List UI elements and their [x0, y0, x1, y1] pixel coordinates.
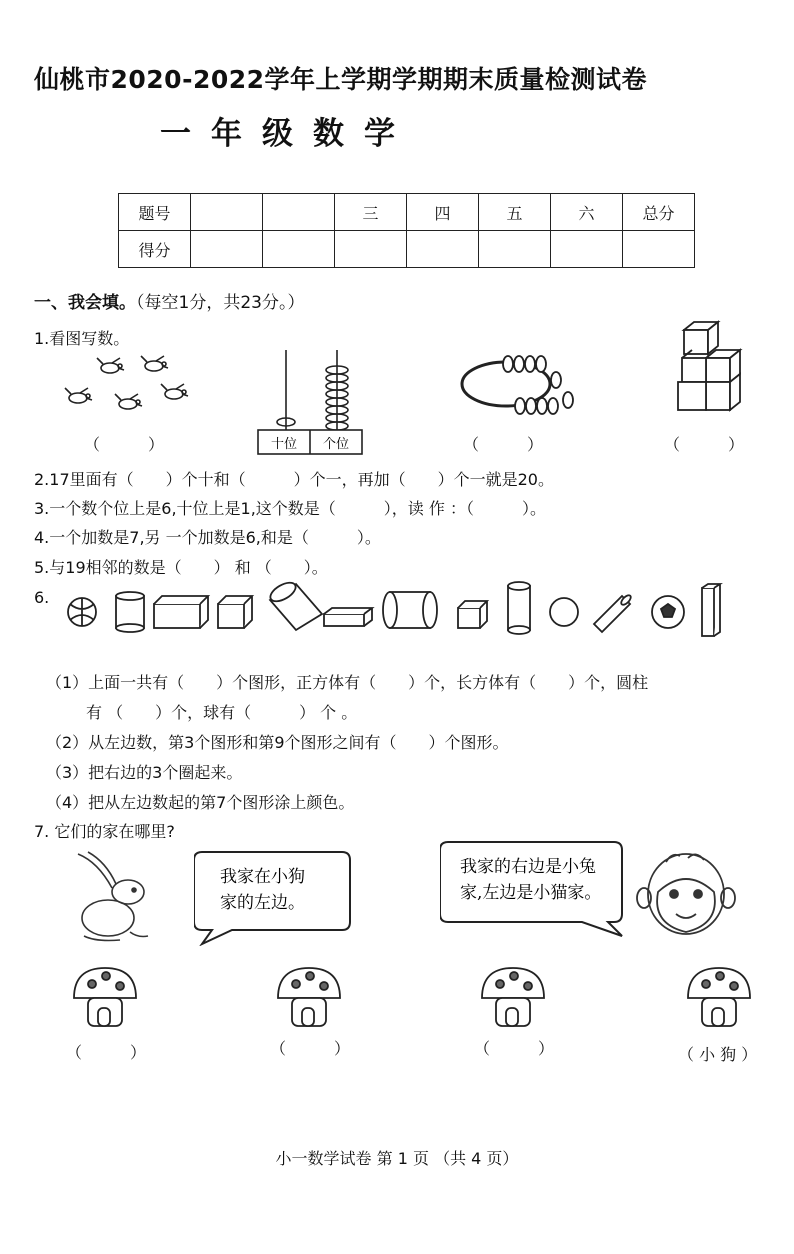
mushroom-house-icon: [478, 964, 548, 1030]
cylinder-icon: [267, 580, 322, 630]
mushroom-house-icon: [684, 964, 754, 1030]
score-cell: 得分: [119, 231, 191, 268]
q7-answer-3[interactable]: （ ）: [474, 1039, 555, 1058]
cylinder-icon: [508, 582, 530, 634]
q4-text: 4.一个加数是7,另 一个加数是6,和是（ ）。: [34, 528, 381, 547]
section1-title: 一、我会填。: [34, 293, 136, 313]
bird-icon: [115, 394, 142, 409]
page-footer: 小一数学试卷 第 1 页 （共 4 页）: [275, 1149, 519, 1168]
score-input-cell[interactable]: [263, 231, 335, 268]
score-cell: 题号: [119, 194, 191, 231]
q7-answer-4: （ 小 狗 ）: [678, 1045, 758, 1064]
exam-subtitle: 一年级数学: [160, 116, 415, 152]
cylinder-icon: [383, 592, 437, 628]
score-table-header-row: [119, 194, 695, 231]
q5-text: 5.与19相邻的数是（ ） 和 （ ）。: [34, 558, 328, 577]
score-input-cell[interactable]: [191, 231, 263, 268]
soccer-ball-icon: [652, 596, 684, 628]
abacus-tens-label: 十位: [270, 437, 298, 452]
monkey-picture: [636, 848, 736, 940]
score-cell: 总分: [623, 194, 695, 231]
score-table-score-row: [119, 231, 695, 268]
score-input-cell[interactable]: [335, 231, 407, 268]
q7-answer-2[interactable]: （ ）: [270, 1039, 351, 1058]
bubble1-line2: 家的左边。: [220, 893, 305, 913]
q6-sub2: （2）从左边数，第3个图形和第9个图形之间有（ ）个图形。: [46, 733, 509, 752]
q7-label: 7. 它们的家在哪里?: [34, 822, 175, 841]
q7-answer-1[interactable]: （ ）: [66, 1043, 147, 1062]
bubble1-line1: 我家在小狗: [220, 867, 305, 887]
cube-icon: [458, 601, 487, 628]
score-input-cell[interactable]: [479, 231, 551, 268]
speech-bubble-1: [194, 850, 352, 946]
ball-icon: [550, 598, 578, 626]
mushroom-house-icon: [70, 964, 140, 1030]
q3-text: 3.一个数个位上是6,十位上是1,这个数是（ ），读 作 ：（ ）。: [34, 499, 546, 518]
birds-picture: [60, 352, 200, 424]
q6-sub4: （4）把从左边数起的第7个图形涂上颜色。: [46, 793, 355, 812]
score-cell: 五: [479, 194, 551, 231]
q6-sub1-line2: 有 （ ）个，球有（ ） 个 。: [86, 703, 358, 722]
q2-text: 2.17里面有（ ）个十和（ ）个一，再加（ ）个一就是20。: [34, 470, 554, 489]
ball-icon: [68, 598, 96, 626]
score-table: [118, 193, 695, 268]
speech-bubble-2: [440, 840, 630, 940]
score-input-cell[interactable]: [407, 231, 479, 268]
q6-label: 6.: [34, 588, 50, 607]
abacus-ones-label: 个位: [322, 437, 350, 452]
score-cell: 三: [335, 194, 407, 231]
shapes-row: [64, 580, 732, 644]
cuboid-icon: [702, 584, 720, 636]
section1-note: （每空1分，共23分。）: [136, 293, 305, 313]
cylinder-icon: [116, 592, 144, 632]
cube-stack-picture: [672, 318, 756, 428]
rabbit-picture: [70, 850, 160, 946]
score-cell: 六: [551, 194, 623, 231]
score-cell: 四: [407, 194, 479, 231]
q6-sub1-line1: （1）上面一共有（ ）个图形，正方体有（ ）个，长方体有（ ）个，圆柱: [46, 673, 649, 692]
score-cell: [191, 194, 263, 231]
q1-blank-3[interactable]: （ ）: [664, 435, 745, 454]
bird-icon: [141, 356, 168, 371]
cylinder-icon: [594, 594, 632, 632]
cuboid-icon: [324, 608, 372, 626]
bubble2-line2: 家,左边是小猫家。: [460, 883, 602, 903]
q1-label: 1.看图写数。: [34, 329, 130, 348]
bird-icon: [97, 358, 124, 373]
q1-blank-2[interactable]: （ ）: [463, 435, 544, 454]
q6-sub3: （3）把右边的3个圈起来。: [46, 763, 243, 782]
score-input-cell[interactable]: [623, 231, 695, 268]
q1-blank-1[interactable]: （ ）: [84, 435, 165, 454]
score-cell: [263, 194, 335, 231]
bird-icon: [65, 388, 92, 403]
cuboid-icon: [154, 596, 208, 628]
bead-ring-picture: [458, 352, 578, 422]
exam-title: 仙桃市2020-2022学年上学期学期期末质量检测试卷: [34, 65, 648, 94]
bubble2-line1: 我家的右边是小兔: [460, 857, 596, 877]
mushroom-house-icon: [274, 964, 344, 1030]
abacus-picture: [256, 348, 364, 456]
cube-icon: [218, 596, 252, 628]
bird-icon: [161, 384, 188, 399]
section1-heading: [34, 288, 304, 313]
score-input-cell[interactable]: [551, 231, 623, 268]
